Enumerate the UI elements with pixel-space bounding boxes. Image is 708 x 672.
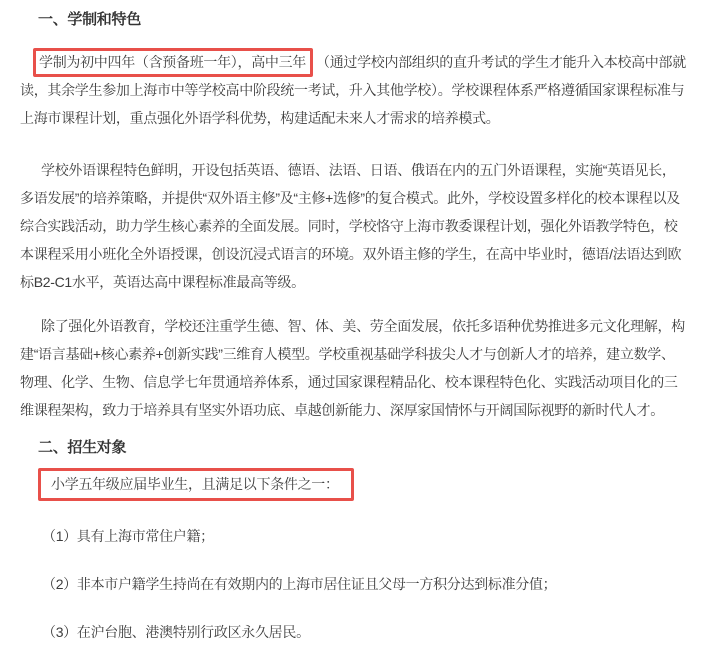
section-2-heading: 二、招生对象 [38, 439, 127, 456]
eligibility-intro-paragraph [20, 470, 688, 498]
highlight-box-schooling-length: 学制为初中四年（含预备班一年），高中三年 [33, 48, 313, 77]
schooling-system-paragraph-rest: （通过学校内部组织的直升考试的学生才能升入本校高中部就读，其余学生参加上海市中等学校高中阶段统一考试，升入其他学校）。学校课程体系严格遵循国家课程标准与上海市课程计划，重点强化外语学科优势，构建适配未来人才需求的培养模式。 [20, 54, 686, 126]
foreign-language-curriculum-paragraph: 学校外语课程特色鲜明，开设包括英语、德语、法语、日语、俄语在内的五门外语课程，实施“英语见长，多语发展”的培养策略，并提供“双外语主修”及“主修+选修”的复合模式。此外，学校设置多样化的校本课程以及综合实践活动，助力学生核心素养的全面发展。同时，学校恪守上海市教委课程计划，强化外语教学特色，校本课程采用小班化全外语授课，创设沉浸式语言的环境。双外语主修的学生，在高中毕业时，德语/法语达到欧标B2-C1水平，英语达高中课程标准最高等级。 [20, 162, 682, 290]
highlight-box-eligibility: 小学五年级应届毕业生，且满足以下条件之一： [38, 468, 354, 501]
eligibility-item-1: （1）具有上海市常住户籍； [42, 528, 214, 544]
eligibility-item-3: （3）在沪台胞、港澳特别行政区永久居民。 [42, 624, 310, 640]
section-1-heading: 一、学制和特色 [38, 11, 141, 28]
holistic-development-paragraph: 除了强化外语教育，学校还注重学生德、智、体、美、劳全面发展，依托多语种优势推进多元文化理解，构建“语言基础+核心素养+创新实践”三维育人模型。学校重视基础学科拔尖人才与创新人才的培养，建立数学、物理、化学、生物、信息学七年贯通培养体系，通过国家课程精品化、校本课程特色化、实践活动项目化的三维课程架构，致力于培养具有坚实外语功底、卓越创新能力、深厚家国情怀与开阔国际视野的新时代人才。 [20, 318, 685, 418]
eligibility-item-2: （2）非本市户籍学生持尚在有效期内的上海市居住证且父母一方积分达到标准分值； [42, 576, 557, 592]
schooling-system-paragraph [20, 48, 688, 132]
